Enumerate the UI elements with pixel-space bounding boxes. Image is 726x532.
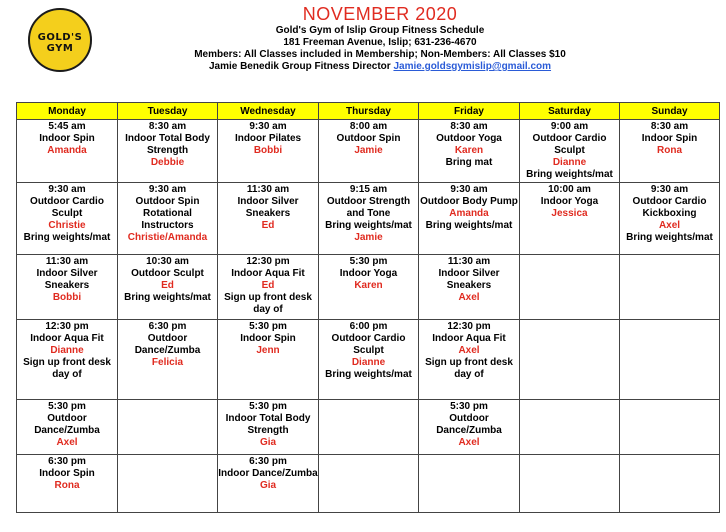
class-note: Sign up front desk day of — [224, 292, 312, 315]
class-time: 8:30 am — [650, 121, 689, 132]
class-time: 12:30 pm — [447, 321, 491, 332]
class-time: 9:30 am — [48, 184, 86, 195]
class-cell — [620, 400, 720, 455]
logo-text: GOLD'S GYM — [37, 32, 83, 54]
class-note: Bring weights/mat — [425, 220, 513, 231]
class-cell — [620, 255, 720, 320]
class-note: Sign up front desk day of — [425, 357, 513, 380]
class-cell — [17, 183, 118, 255]
instructor-name: Rona — [54, 480, 80, 491]
class-cell — [118, 320, 218, 400]
class-cell — [520, 183, 620, 255]
schedule-row — [17, 320, 720, 400]
class-cell — [218, 255, 319, 320]
class-time: 9:30 am — [148, 184, 187, 195]
class-time: 9:00 am — [550, 121, 589, 132]
class-cell — [17, 255, 118, 320]
class-cell — [520, 455, 620, 513]
class-time: 5:30 pm — [249, 401, 287, 412]
instructor-name: Christie — [48, 220, 86, 231]
instructor-name: Dianne — [552, 157, 587, 168]
class-time: 9:30 am — [450, 184, 488, 195]
day-header: Friday — [419, 103, 520, 120]
instructor-name: Axel — [458, 292, 480, 303]
schedule-row — [17, 183, 720, 255]
class-name: Outdoor Cardio Sculpt — [30, 196, 104, 219]
class-time: 5:30 pm — [249, 321, 287, 332]
class-note: Sign up front desk day of — [23, 357, 111, 380]
class-cell — [17, 120, 118, 183]
class-cell — [520, 120, 620, 183]
class-time: 10:30 am — [146, 256, 189, 267]
instructor-name: Axel — [458, 345, 480, 356]
class-name: Indoor Total Body Strength — [225, 413, 311, 436]
class-name: Outdoor Yoga — [436, 133, 502, 144]
schedule-body — [17, 120, 720, 513]
class-note: Bring weights/mat — [23, 232, 111, 243]
golds-gym-logo — [28, 8, 92, 72]
class-cell — [419, 320, 520, 400]
instructor-name: Dianne — [351, 357, 386, 368]
class-time: 12:30 pm — [45, 321, 89, 332]
day-header: Tuesday — [118, 103, 218, 120]
day-header: Wednesday — [218, 103, 319, 120]
class-time: 9:30 am — [650, 184, 689, 195]
schedule-row — [17, 400, 720, 455]
class-name: Indoor Silver Sneakers — [237, 196, 299, 219]
class-time: 11:30 am — [447, 256, 491, 267]
class-cell — [218, 400, 319, 455]
class-note: Bring weights/mat — [626, 232, 713, 243]
class-note: Bring weights/mat — [325, 369, 412, 380]
instructor-name: Ed — [161, 280, 174, 291]
class-name: Outdoor Strength and Tone — [326, 196, 411, 219]
class-cell — [218, 320, 319, 400]
class-cell — [118, 455, 218, 513]
instructor-name: Axel — [56, 437, 78, 448]
class-cell — [118, 120, 218, 183]
director-line — [140, 61, 620, 73]
class-name: Indoor Silver Sneakers — [438, 268, 500, 291]
class-cell — [419, 400, 520, 455]
class-cell — [118, 183, 218, 255]
class-cell — [17, 455, 118, 513]
class-name: Outdoor Dance/Zumba — [436, 413, 502, 436]
class-note: Bring weights/mat — [526, 169, 613, 180]
instructor-name: Debbie — [150, 157, 185, 168]
class-name: Indoor Yoga — [339, 268, 398, 279]
instructor-name: Axel — [658, 220, 681, 231]
class-cell — [520, 255, 620, 320]
class-note: Bring weights/mat — [325, 220, 412, 231]
class-time: 10:00 am — [548, 184, 591, 195]
class-name: Outdoor Dance/Zumba — [134, 333, 201, 356]
class-cell — [17, 400, 118, 455]
class-cell — [218, 455, 319, 513]
class-time: 12:30 pm — [246, 256, 290, 267]
class-time: 6:00 pm — [349, 321, 388, 332]
class-time: 8:30 am — [450, 121, 488, 132]
class-time: 9:15 am — [349, 184, 388, 195]
instructor-name: Karen — [354, 280, 383, 291]
class-name: Indoor Spin — [240, 333, 296, 344]
class-name: Indoor Aqua Fit — [231, 268, 305, 279]
class-cell — [218, 183, 319, 255]
instructor-name: Ed — [261, 220, 275, 231]
class-note: Bring mat — [445, 157, 493, 168]
class-cell — [118, 255, 218, 320]
class-time: 8:00 am — [349, 121, 388, 132]
class-cell — [520, 320, 620, 400]
class-cell — [620, 183, 720, 255]
class-time: 5:45 am — [48, 121, 86, 132]
class-cell — [319, 183, 419, 255]
class-time: 6:30 pm — [48, 456, 86, 467]
class-cell — [419, 183, 520, 255]
class-cell — [319, 120, 419, 183]
instructor-name: Bobbi — [52, 292, 82, 303]
class-cell — [520, 400, 620, 455]
class-time: 11:30 am — [246, 184, 290, 195]
class-cell — [319, 455, 419, 513]
class-name: Outdoor Dance/Zumba — [34, 413, 100, 436]
schedule-row — [17, 255, 720, 320]
class-cell — [118, 400, 218, 455]
day-header: Saturday — [520, 103, 620, 120]
instructor-name: Amanda — [449, 208, 489, 219]
instructor-name: Amanda — [47, 145, 87, 156]
class-time: 6:30 pm — [249, 456, 287, 467]
class-cell — [419, 120, 520, 183]
class-name: Outdoor Cardio Sculpt — [331, 333, 406, 356]
class-name: Indoor Spin — [641, 133, 698, 144]
schedule-row — [17, 120, 720, 183]
day-header-row — [17, 103, 720, 120]
director-name: Jamie Benedik Group Fitness Director — [208, 61, 391, 72]
class-name: Outdoor Cardio Kickboxing — [632, 196, 707, 219]
class-cell — [17, 320, 118, 400]
instructor-name: Gia — [259, 480, 277, 491]
class-name: Outdoor Sculpt — [131, 268, 204, 279]
class-name: Outdoor Cardio Sculpt — [532, 133, 607, 156]
gym-address: 181 Freeman Avenue, Islip; 631-236-4670 — [283, 37, 477, 48]
instructor-name: Jamie — [354, 145, 383, 156]
class-time: 5:30 pm — [48, 401, 86, 412]
class-name: Indoor Spin — [39, 133, 95, 144]
class-cell — [419, 455, 520, 513]
director-email-link[interactable]: Jamie.goldsgymislip@gmail.com — [393, 61, 552, 72]
page-title: NOVEMBER 2020 — [302, 4, 458, 24]
class-name: Indoor Spin — [39, 468, 95, 479]
class-name: Indoor Aqua Fit — [432, 333, 506, 344]
class-name: Indoor Aqua Fit — [30, 333, 104, 344]
day-header: Sunday — [620, 103, 720, 120]
instructor-name: Axel — [458, 437, 480, 448]
instructor-name: Ed — [261, 280, 275, 291]
day-header: Monday — [17, 103, 118, 120]
instructor-name: Jessica — [551, 208, 588, 219]
schedule-header — [140, 0, 620, 73]
class-time: 8:30 am — [148, 121, 187, 132]
class-name: Outdoor Spin — [336, 133, 401, 144]
class-cell — [218, 120, 319, 183]
class-name: Indoor Pilates — [234, 133, 302, 144]
schedule-row — [17, 455, 720, 513]
class-name: Outdoor Spin Rotational Instructors — [135, 196, 200, 231]
class-time: 11:30 am — [45, 256, 89, 267]
class-time: 5:30 pm — [450, 401, 488, 412]
schedule-table — [16, 102, 720, 513]
class-time: 9:30 am — [249, 121, 287, 132]
class-time: 5:30 pm — [349, 256, 388, 267]
gym-name: Gold's Gym of Islip Group Fitness Schedule — [275, 25, 485, 36]
class-cell — [419, 255, 520, 320]
class-note: Bring weights/mat — [124, 292, 211, 303]
instructor-name: Dianne — [50, 345, 84, 356]
instructor-name: Gia — [259, 437, 277, 448]
instructor-name: Jamie — [354, 232, 383, 243]
class-time: 6:30 pm — [148, 321, 187, 332]
day-header: Thursday — [319, 103, 419, 120]
class-cell — [319, 255, 419, 320]
class-name: Outdoor Body Pump — [420, 196, 518, 207]
instructor-name: Karen — [454, 145, 484, 156]
class-cell — [319, 320, 419, 400]
class-cell — [620, 120, 720, 183]
membership-info: Members: All Classes included in Membership; Non-Members: All Classes $10 — [194, 49, 566, 60]
class-name: Indoor Silver Sneakers — [36, 268, 98, 291]
instructor-name: Rona — [657, 145, 682, 156]
instructor-name: Felicia — [151, 357, 184, 368]
class-name: Indoor Total Body Strength — [125, 133, 210, 156]
instructor-name: Jenn — [256, 345, 280, 356]
instructor-name: Bobbi — [253, 145, 283, 156]
class-cell — [620, 455, 720, 513]
class-name: Indoor Dance/Zumba — [218, 468, 318, 479]
class-cell — [319, 400, 419, 455]
instructor-name: Christie/Amanda — [127, 232, 208, 243]
class-name: Indoor Yoga — [540, 196, 599, 207]
class-cell — [620, 320, 720, 400]
